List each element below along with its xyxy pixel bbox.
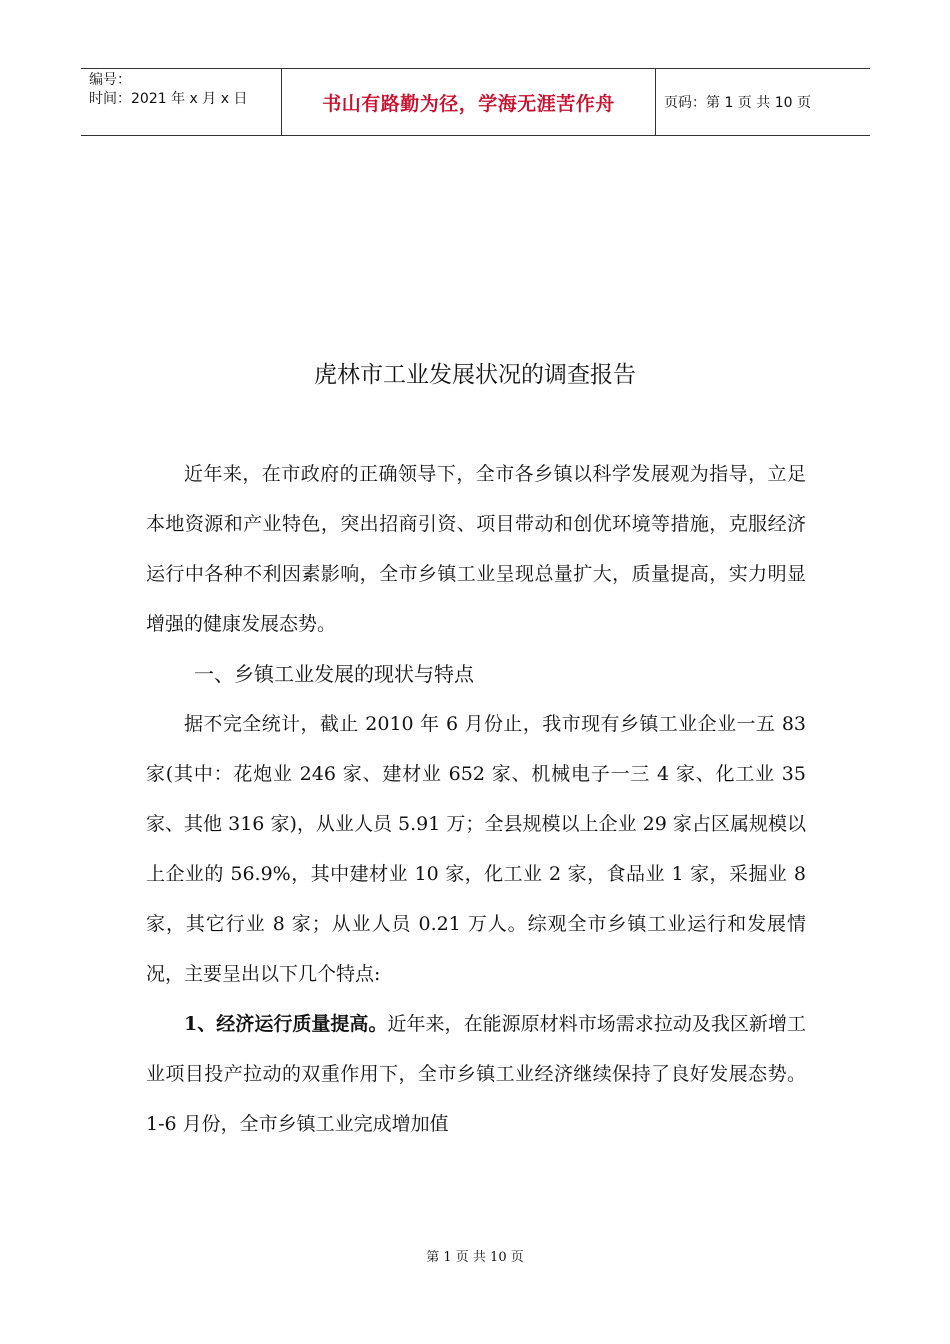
document-body <box>146 449 806 1149</box>
number-label: 编号： <box>89 72 131 88</box>
header-meta <box>81 69 281 135</box>
point1-paragraph <box>146 999 806 1149</box>
page-header <box>81 68 870 136</box>
section1-paragraph: 据不完全统计，截止 2010 年 6 月份止，我市现有乡镇工业企业一五 83 家(其中：花炮业 246 家、建材业 652 家、机械电子一三 4 家、化工业 35 家、其他 316 家)，从业人员 5.91 万；全县规模以上企业 29 家占区属规模以上企业的 56.9%，其中建材业 10 家，化工业 2 家，食品业 1 家，采掘业 8 家，其它行业 8 家；从业人员 0.21 万人。综观全市乡镇工业运行和发展情况，主要呈出以下几个特点: <box>146 713 806 985</box>
point1-lead: 1、经济运行质量提高。 <box>184 1013 388 1035</box>
intro-paragraph: 近年来，在市政府的正确领导下，全市各乡镇以科学发展观为指导，立足本地资源和产业特色，突出招商引资、项目带动和创优环境等措施，克服经济运行中各种不利因素影响，全市乡镇工业呈现总量扩大，质量提高，实力明显增强的健康发展态势。 <box>146 463 806 635</box>
document-title: 虎林市工业发展状况的调查报告 <box>314 362 636 388</box>
page-footer: 第 1 页 共 10 页 <box>426 1250 524 1265</box>
header-page-info: 页码：第 1 页 共 10 页 <box>664 95 811 111</box>
section-heading: 一、乡镇工业发展的现状与特点 <box>194 662 474 686</box>
point1-text: 近年来，在能源原材料市场需求拉动及我区新增工业项目投产拉动的双重作用下，全市乡镇工业经济继续保持了良好发展态势。1-6 月份，全市乡镇工业完成增加值 <box>146 1013 806 1135</box>
date-label: 时间：2021 年 x 月 x 日 <box>89 91 248 107</box>
header-motto: 书山有路勤为径，学海无涯苦作舟 <box>281 69 656 135</box>
